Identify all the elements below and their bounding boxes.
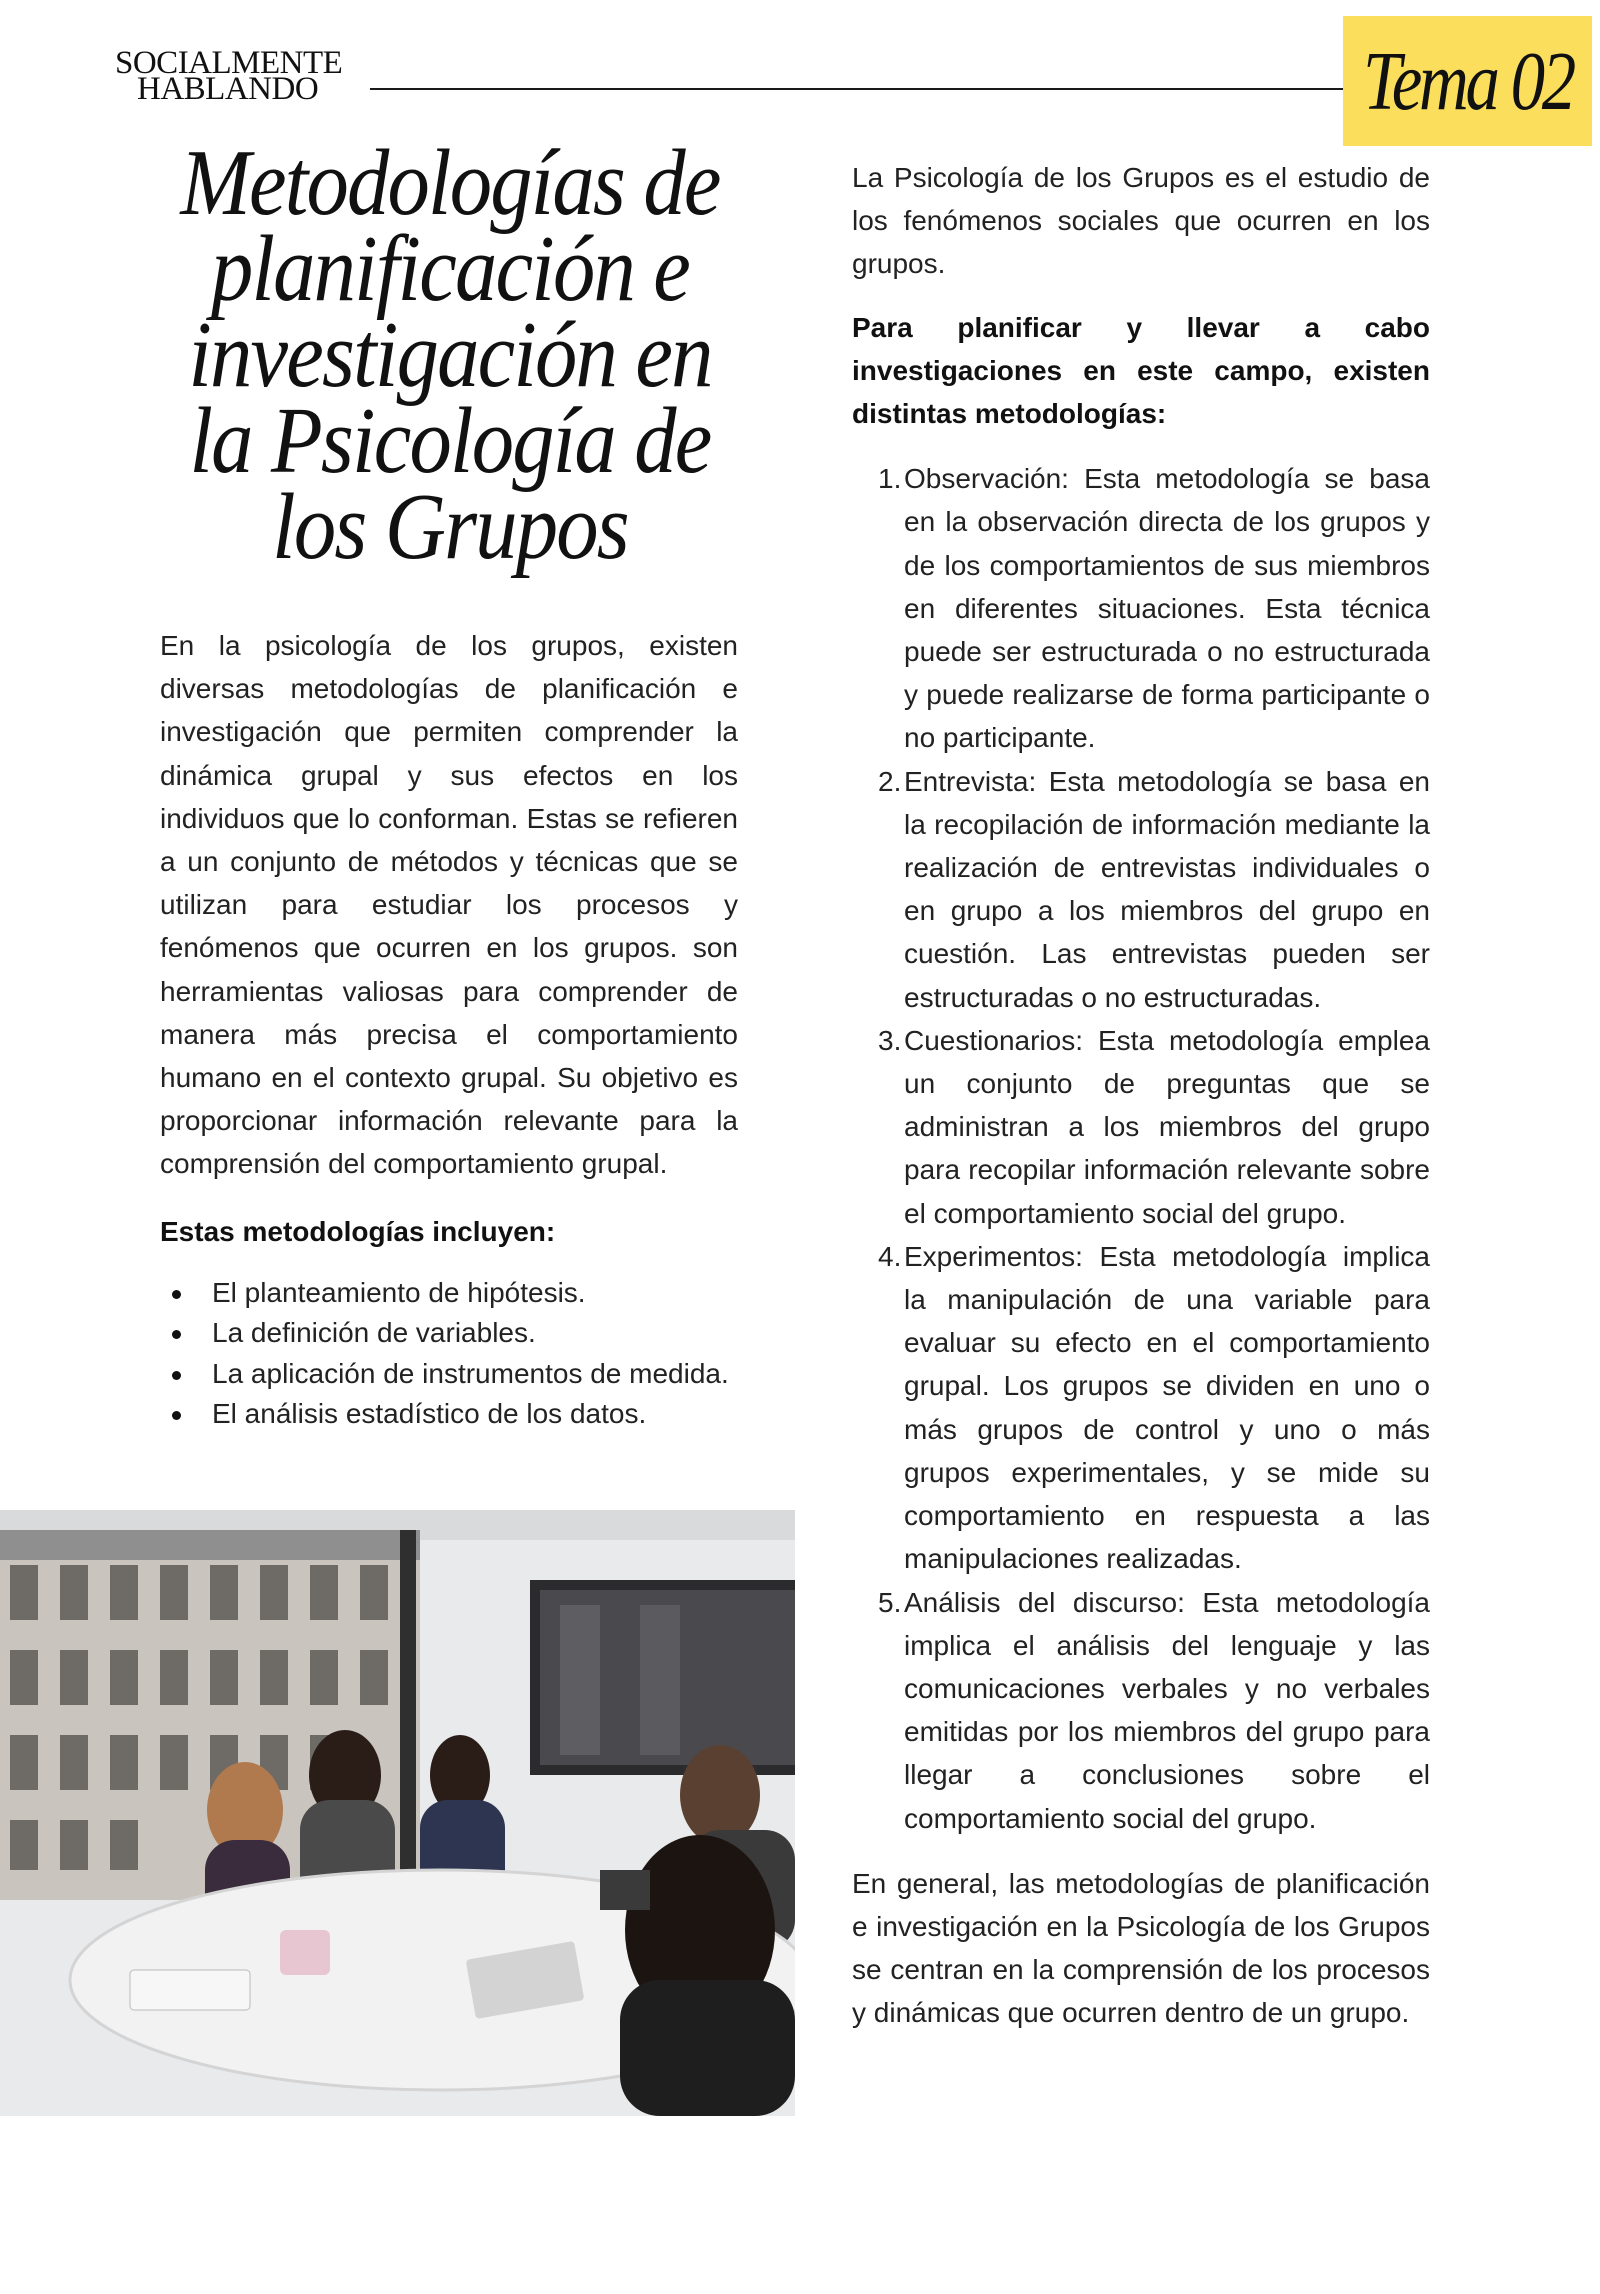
right-column: [852, 156, 1430, 2035]
bullet-icon: [172, 1411, 181, 1420]
list-item-text: El planteamiento de hipótesis.: [212, 1276, 586, 1308]
brand-line-1: SOCIALMENTE: [115, 45, 343, 81]
list-item: [852, 457, 1430, 759]
tema-badge: [1343, 16, 1592, 146]
list-item-number: 3.: [878, 1024, 902, 1056]
bullet-icon: [172, 1330, 181, 1339]
list-item-number: 2.: [878, 765, 902, 797]
brand-logo: [115, 45, 343, 107]
bullet-icon: [172, 1371, 181, 1380]
meeting-photo: [0, 1510, 795, 2116]
list-item: [852, 760, 1430, 1019]
conclusion-paragraph: En general, las metodologías de planificación e investigación en la Psicología de los Grupos se centran en la comprensión de los procesos y dinámicas que ocurren dentro de un grupo.: [852, 1867, 1430, 2029]
list-item-text: El análisis estadístico de los datos.: [212, 1398, 647, 1430]
list-item-text: Observación: Esta metodología se basa en la observación directa de los grupos y de los comportamientos de sus miembros en diferentes situaciones. Esta técnica puede ser estructurada o no estructurada y puede realizarse de forma participante o no participante.: [904, 463, 1430, 754]
list-heading: Estas metodologías incluyen:: [160, 1215, 556, 1247]
brand-line-2: HABLANDO: [137, 71, 319, 107]
methodology-bullet-list: [160, 1273, 738, 1435]
right-intro-paragraph: La Psicología de los Grupos es el estudio de los fenómenos sociales que ocurren en los grupos.: [852, 162, 1430, 280]
list-item-text: Entrevista: Esta metodología se basa en la recopilación de información mediante la realización de entrevistas individuales o en grupo a los miembros del grupo en cuestión. Las entrevistas pueden ser estructuradas o no estructuradas.: [904, 765, 1430, 1013]
list-item-number: 1.: [878, 463, 902, 495]
list-item: [852, 1019, 1430, 1235]
tema-label: Tema 02: [1362, 34, 1573, 128]
list-item: [852, 1235, 1430, 1581]
left-intro-paragraph: En la psicología de los grupos, existen diversas metodologías de planificación e investigación que permiten comprender la dinámica grupal y sus efectos en los individuos que lo conforman. Estas se refieren a un conjunto de métodos y técnicas que se utilizan para estudiar los procesos y fenómenos que ocurren en los grupos. son herramientas valiosas para comprender de manera más precisa el comportamiento humano en el contexto grupal. Su objetivo es proporcionar información relevante para la comprensión del comportamiento grupal.: [160, 630, 738, 1180]
list-item-text: La aplicación de instrumentos de medida.: [212, 1357, 729, 1389]
list-item: [160, 1273, 738, 1314]
list-item-text: La definición de variables.: [212, 1317, 536, 1349]
list-item-text: Experimentos: Esta metodología implica la manipulación de una variable para evaluar su efecto en el comportamiento grupal. Los grupos se dividen en uno o más grupos de control y uno o más grupos experimentales, y se mide su comportamiento en respuesta a las manipulaciones realizadas.: [904, 1240, 1430, 1575]
methods-heading: Para planificar y llevar a cabo investigaciones en este campo, existen distintas metodologías:: [852, 311, 1430, 430]
list-item: [852, 1581, 1430, 1840]
list-item: [160, 1394, 738, 1435]
left-column: [160, 624, 738, 1435]
list-item-text: Cuestionarios: Esta metodología emplea un conjunto de preguntas que se administran a los miembros del grupo para recopilar información relevante sobre el comportamiento social del grupo.: [904, 1024, 1430, 1229]
page-title: Metodologías de planificación e investigación en la Psicología de los Grupos: [180, 131, 720, 579]
methods-numbered-list: [852, 457, 1430, 1840]
bullet-icon: [172, 1290, 181, 1299]
list-item: [160, 1313, 738, 1354]
header-divider: [370, 88, 1350, 90]
list-item-number: 4.: [878, 1240, 902, 1272]
list-item: [160, 1354, 738, 1395]
list-item-text: Análisis del discurso: Esta metodología implica el análisis del lenguaje y las comunicaciones verbales y no verbales emitidas por los miembros del grupo para llegar a conclusiones sobre el comportamiento social del grupo.: [904, 1586, 1430, 1834]
list-item-number: 5.: [878, 1586, 902, 1618]
